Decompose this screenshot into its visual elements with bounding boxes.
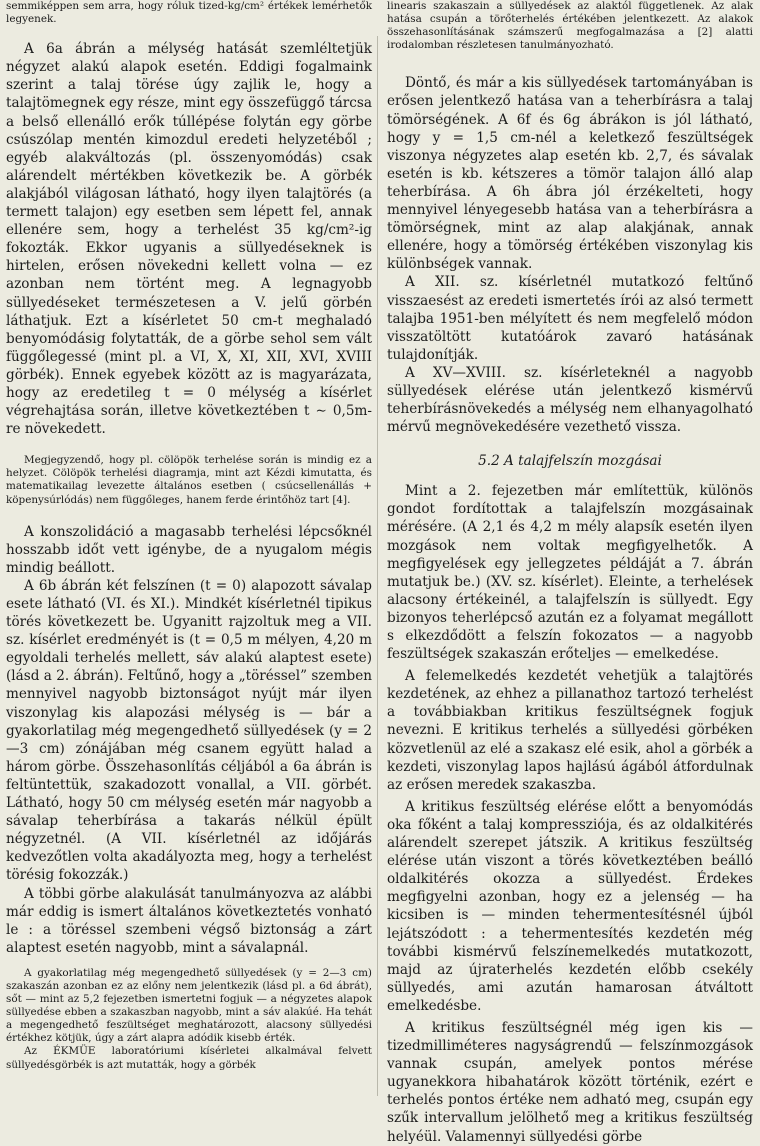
paragraph: Döntő, és már a kis süllyedések tartományában is erősen jelentkező hatása van a teherbírásra a talaj tömörségének. A 6f és 6g ábrákon is jól látható, hogy y = 1,5 cm-nél a keletkező feszültségek viszonya négyzetes alap esetén kb. 2,7, és sávalak esetén is kb. kétszeres a tömör talajon álló alap teherbírása. A 6h ábra jól érzékelteti, hogy mennyivel lényegesebb hatása van a teherbírásra a tömörségnek, mint az alap alakjának, annak ellenére, hogy a tömörség értékében viszonylag kis különbségek vannak. [387,75,753,273]
paragraph: A kritikus feszültségnél még igen kis — tizedmilliméteres nagyságrendű — felszínmozgások vannak csupán, amelyek pontos mérése ugyanekkora hibahatárok között történik, ezért e terhelés pontos értéke nem adható meg, csupán egy szűk intervallum jelölhető meg a kritikus feszültség helyéül. Valamennyi süllyedési görbe [387,1019,753,1145]
paragraph: Megjegyzendő, hogy pl. cölöpök terhelése során is mindig ez a helyzet. Cölöpök terhelési diagramja, mint azt Kézdi kimutatta, és matematikailag levezette általános esetben ( csúcsellenállás + köpenysúrlódás) nem függőleges, hanem ferde érintőhöz tart [4]. [6,454,372,506]
paragraph: semmiképpen sem arra, hogy róluk tized-kg/cm² értékek lemérhetők legyenek. [6,0,372,26]
paragraph: A 6b ábrán két felszínen (t = 0) alapozott sávalap esete látható (VI. és XI.). Mindkét kísérletnél tipikus törés következett be. Ugyanitt rajzoltuk meg a VII. sz. kísérlet eredményét is (t = 0,5 m mélyen, 4,20 m egyoldali terhelés mellett, sáv alakú alaptest esete) (lásd a 2. ábrán). Feltűnő, hogy a „töréssel” szemben mennyivel nagyobb biztonságot nyújt már ilyen viszonylag kis alapozási mélység is — bár a gyakorlatilag még megengedhető süllyedések (y = 2—3 cm) zónájában még csanem együtt halad a három görbe. Összehasonlítás céljából a 6a ábrán is feltüntettük, szakadozott vonallal, a VII. görbét. Látható, hogy 50 cm mélység esetén már nagyobb a sávalap teherbírása a takarás nélkül épült négyzetnél. (A VII. kísérletnél az időjárás kedvezőtlen volta akadályozta meg, hogy a terhelést törésig fokozzák.) [6,577,372,884]
paragraph: A felemelkedés kezdetét vehetjük a talajtörés kezdetének, az ehhez a pillanathoz tartozó terhelést a továbbiakban kritikus feszültségnek fogjuk nevezni. E kritikus terhelés a süllyedési görbéken közvetlenül az elé a szakasz elé esik, ahol a görbék a kezdeti, viszonylag lapos hajlású ágából átfordulnak az erősen meredek szakaszba. [387,668,753,793]
paragraph: Az ÉKMÜE laboratóriumi kísérletei alkalmával felvett süllyedésgörbék is azt mutatták, hogy a görbék [6,1045,372,1071]
left-text-column [6,0,372,1072]
paragraph: Mint a 2. fejezetben már említettük, különös gondot fordítottak a talajfelszín mozgásainak mérésére. (A 2,1 és 4,2 m mély alapsík esetén ilyen mozgások nem voltak megfigyelhetők. A megfigyelések egy jellegzetes példáját a 7. ábrán mutatjuk be.) (XV. sz. kísérlet). Eleinte, a terhelések alacsony értékeinél, a talajfelszín is süllyedt. Egy bizonyos teherlépcső azután ez a folyamat megállott s elkezdődött a felszín fokozatos — a nagyobb feszültségek szakaszán erőteljes — emelkedése. [387,483,753,663]
section-heading: 5.2 A talajfelszín mozgásai [478,453,662,470]
paragraph: A XV—XVIII. sz. kísérleteknél a nagyobb süllyedések elérése után jelentkező kismérvű teherbírásnövekedés a mélység nem elhanyagolható mérvű megnövekedésére vezethető vissza. [387,364,753,436]
paragraph: A gyakorlatilag még megengedhető süllyedések (y = 2—3 cm) szakaszán azonban ez az előny nem jelentkezik (lásd pl. a 6d ábrát), sőt — mint az 5,2 fejezetben ismertetni fogjuk — a négyzetes alapok süllyedése ebben a szakaszban nagyobb, mint a sáv alakúé. Ha tehát a megengedhető feszültséget meghatározott, alacsony süllyedési értékhez kötjük, úgy a zárt alapra adódik kisebb érték. [6,966,372,1045]
paragraph: A kritikus feszültség elérése előtt a benyomódás oka főként a talaj kompressziója, és az oldalkitérés alárendelt szerepet játszik. A kritikus feszültség elérése után viszont a törés következtében beálló oldalkitérés okozza a süllyedést. Érdekes megfigyelni azonban, hogy ez a jelenség — ha kicsiben is — minden tehermentesítésnél újból lejátszódott : a tehermentesítés kezdetén még további kismérvű felszínemelkedés mutatkozott, majd az újraterhelés kezdetén előbb csekély süllyedés, ami azután hamarosan átváltott emelkedésbe. [387,798,753,1014]
column-divider [377,36,378,1096]
paragraph: A konszolidáció a magasabb terhelési lépcsőknél hosszabb időt vett igénybe, de a nyugalom mégis mindig beállott. [6,523,372,576]
right-text-column [387,0,753,1146]
paragraph: A XII. sz. kísérletnél mutatkozó feltűnő visszaesést az eredeti ismertetés írói az alsó termett talajba 1951-ben mélyített és nem megfelelő módon visszatöltött kutatóárok zavaró hatásának tulajdonítják. [387,274,753,363]
paragraph: A 6a ábrán a mélység hatását szemléltetjük négyzet alakú alapok esetén. Eddigi fogalmaink szerint a talaj törése úgy zajlik le, hogy a talajtömegnek egy része, mint egy összefüggő tárcsa a belső ellenálló erők túllépése folytán egy görbe csúszólap mentén kimozdul eredeti helyzetéből ; egyéb alakváltozás (pl. összenyomódás) csak alárendelt mértékben következik be. A görbék alakjából világosan látható, hogy ilyen talajtörés (a termett talajon) egy esetben sem lépett fel, annak ellenére sem, hogy a terhelést 35 kg/cm²-ig fokozták. Ekkor ugyanis a süllyedéseknek is hirtelen, erősen növekedni kellett volna — ez azonban nem történt meg. A legnagyobb süllyedéseket természetesen a V. jelű görbén láthatjuk. Ezt a kísérletet 50 cm-t meghaladó benyomódásig folytatták, de a görbe sehol sem vált függőlegessé (mint pl. a VI, X, XI, XII, XVI, XVIII görbék). Ennek egyebek között az is magyarázata, hogy az eredetileg t = 0 mélység a kísérlet végrehajtása során, illetve következtében t ∼ 0,5m-re növekedett. [6,41,372,438]
paragraph: linearis szakaszain a süllyedések az alaktól függetlenek. Az alak hatása csupán a törőterhelés értékében jelentkezett. Az alakok összehasonlításának számszerű megfogalmazása a [2] alatti irodalomban részletesen tanulmányozható. [387,0,753,52]
paragraph: A többi görbe alakulását tanulmányozva az alábbi már eddig is ismert általános következtetés vonható le : a töréssel szembeni végső biztonság a zárt alaptest esetén nagyobb, mint a sávalapnál. [6,885,372,956]
